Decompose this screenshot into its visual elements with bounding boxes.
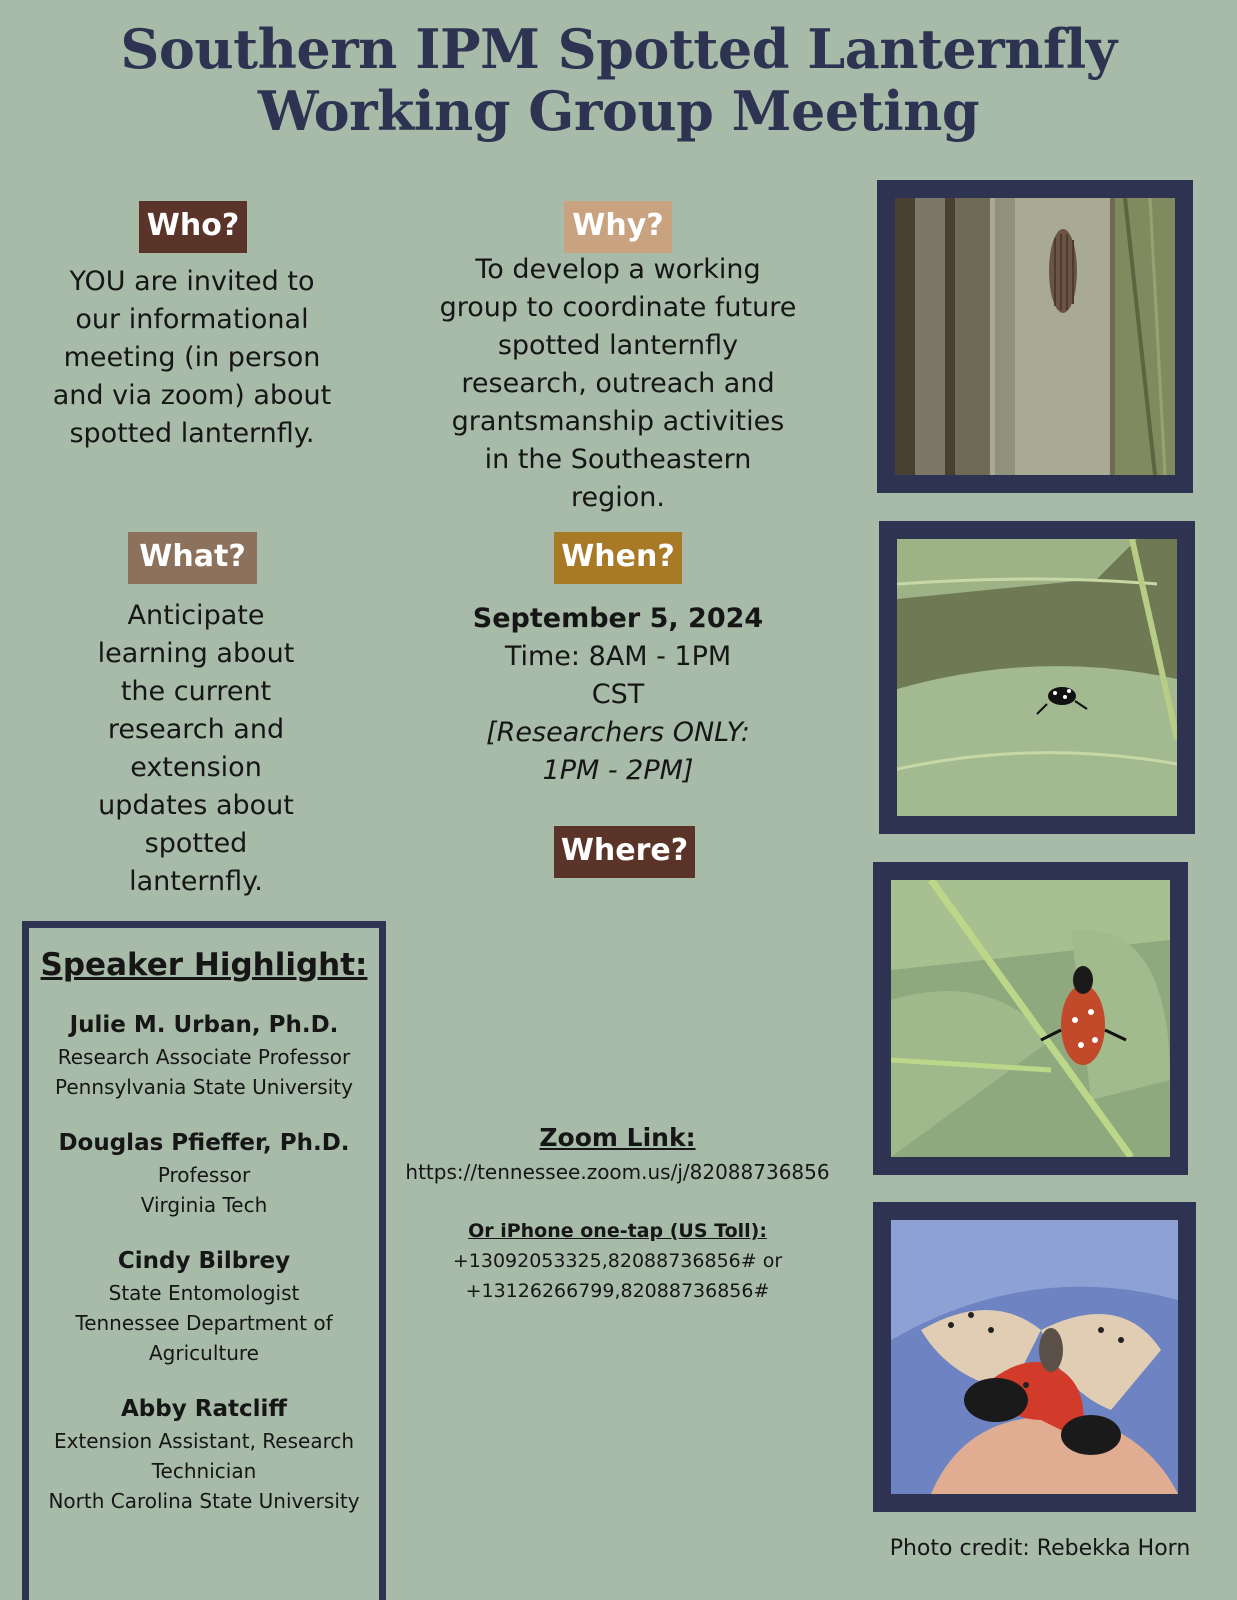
event-time: Time: 8AM - 1PM [504,641,732,672]
title-line-2: Working Group Meeting [257,79,980,143]
speaker-detail: Research Associate Professor [57,1045,351,1069]
speaker-item [29,1126,379,1220]
what-text: Anticipate learning about the current research and extension updates about spotted lanternfly. [97,600,295,897]
speaker-item [29,1008,379,1102]
speaker-heading: Speaker Highlight: [40,947,368,983]
speaker-detail: Agriculture [149,1341,259,1365]
photo-adult-lanternfly [873,1202,1196,1512]
where-label: Where? [554,826,695,878]
speaker-item [29,1392,379,1516]
zoom-info [395,1120,840,1306]
who-label: Who? [139,201,247,253]
speaker-item [29,1244,379,1368]
speaker-detail: Pennsylvania State University [55,1075,353,1099]
speaker-detail: Extension Assistant, Research [53,1429,355,1453]
speaker-detail: Professor [157,1163,251,1187]
researcher-note-2: 1PM - 2PM] [542,755,694,786]
photo-black-nymph [879,521,1195,834]
speaker-name: Abby Ratcliff [121,1396,287,1422]
zoom-link[interactable]: https://tennessee.zoom.us/j/82088736856 [405,1160,830,1184]
speaker-name: Douglas Pfieffer, Ph.D. [58,1130,350,1156]
when-details [437,600,799,790]
iphone-number-2[interactable]: +13126266799,82088736856# [465,1280,770,1302]
what-label: What? [128,532,257,584]
red-nymph-image [891,880,1170,1157]
why-text: To develop a working group to coordinate future spotted lanternfly research, outreach and grantsmanship activities in the Southeastern region. [439,254,797,513]
why-label: Why? [564,201,672,253]
page-title [0,18,1237,142]
researcher-note-1: [Researchers ONLY: [486,717,750,748]
speaker-name: Cindy Bilbrey [117,1248,291,1274]
photo-red-nymph [873,862,1188,1175]
speaker-detail: North Carolina State University [48,1489,360,1513]
photo-egg-mass [877,180,1193,493]
egg-mass-image [895,198,1175,475]
zoom-heading: Zoom Link: [539,1123,696,1152]
iphone-number-1[interactable]: +13092053325,82088736856# or [452,1250,783,1272]
speaker-detail: Technician [151,1459,257,1483]
speaker-highlight-box [22,921,386,1600]
adult-lanternfly-image [891,1220,1178,1494]
iphone-heading: Or iPhone one-tap (US Toll): [468,1220,767,1242]
who-text: YOU are invited to our informational meeting (in person and via zoom) about spotted lanternfly. [52,266,332,449]
event-timezone: CST [591,679,645,710]
speaker-name: Julie M. Urban, Ph.D. [69,1012,339,1038]
speaker-detail: State Entomologist [108,1281,300,1305]
speaker-detail: Tennessee Department of [75,1311,333,1335]
speaker-detail: Virginia Tech [140,1193,268,1217]
when-label: When? [554,532,682,584]
black-nymph-image [897,539,1177,816]
title-line-1: Southern IPM Spotted Lanternfly [120,17,1117,81]
photo-credit: Photo credit: Rebekka Horn [889,1536,1191,1561]
event-date: September 5, 2024 [472,603,764,634]
